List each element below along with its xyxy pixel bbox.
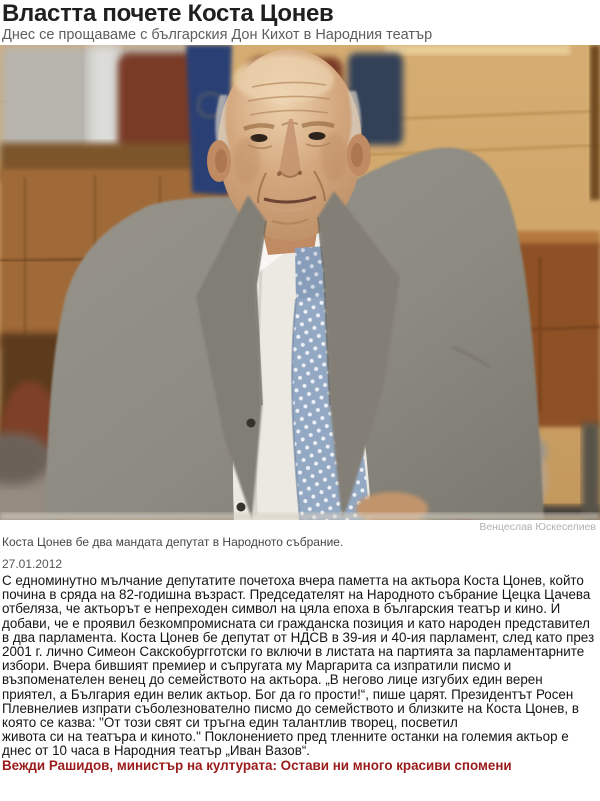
news-article-page [0, 1, 600, 801]
related-article-link[interactable]: Вежди Рашидов, министър на културата: Остави ни много красиви спомени [2, 757, 512, 773]
article-paragraph: живота си на театъра и киното." Поклонението пред тленните останки на големия актьор е днес от 10 часа в Народния театър „Иван Вазов“. [2, 729, 569, 759]
eye-right [309, 132, 326, 140]
article-title: Властта почете Коста Цонев [2, 0, 334, 27]
photo-caption: Коста Цонев бе два мандата депутат в Народното събрание. [2, 535, 344, 549]
article-body [2, 574, 598, 759]
article-date: 27.01.2012 [2, 557, 63, 571]
jacket-button [237, 503, 246, 512]
photo-bottom-glow [0, 513, 600, 520]
article-photo [0, 45, 600, 520]
jacket-button [247, 419, 256, 428]
photo-credit: Венцеслав Юскеселиев [479, 521, 596, 533]
article-subtitle: Днес се прощаваме с българския Дон Кихот в Народния театър [2, 27, 433, 43]
parliament-photo-illustration [0, 45, 600, 520]
article-paragraph: С едноминутно мълчание депутатите почетоха вчера паметта на актьора Коста Цонев, който почина в сряда на 82-годишна възраст. Председателят на Народното събрание Цецка Цачева отбеляза, че актьорът е непреходен символ на цяла епоха в българския театър и кино. И добави, че е проявил безкомпромисната си гражданска позиция и като народен представител в два парламента. Коста Цонев бе депутат от НДСВ в 39-ия и 40-ия парламент, след като през 2001 г. лично Симеон Сакскобургготски го включи в листата на партията за парламентарните избори. Вчера бившият премиер и съпругата му Маргарита са изпратили писмо и възпоменателен венец до семейството на актьора. „В негово лице изгубих един верен приятел, а България един велик актьор. Бог да го прости!“, пише царят. Президентът Росен Плевнелиев изпрати съболезнователно писмо до семейството и близките на Коста Цонев, в която се казва: "От този свят си тръгна един талантлив творец, посветил [2, 573, 595, 731]
